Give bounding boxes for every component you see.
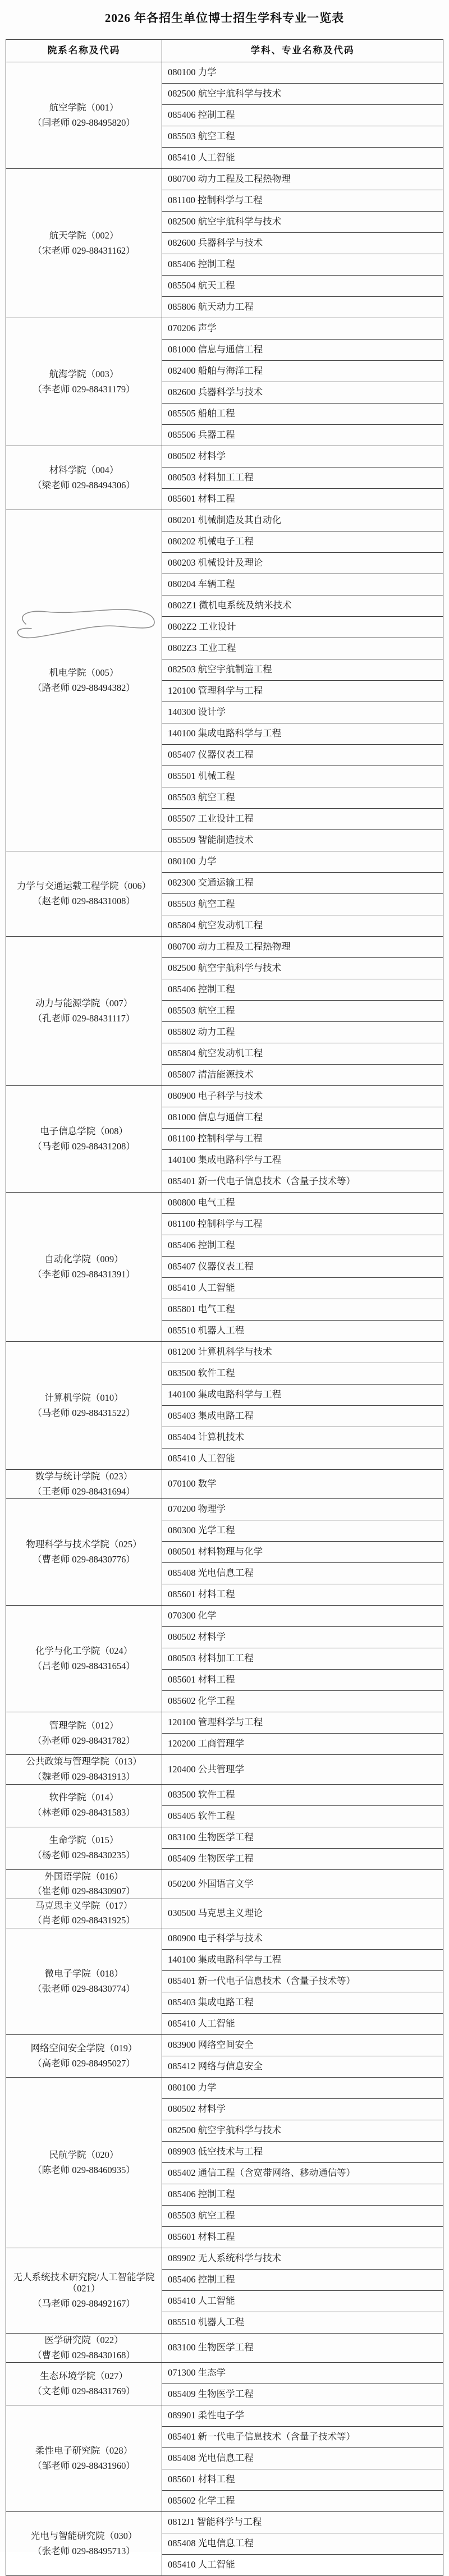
- major-cell: 081100 控制科学与工程: [162, 1214, 443, 1235]
- major-cell: 082503 航空宇航制造工程: [162, 659, 443, 681]
- major-cell: 085501 机械工程: [162, 766, 443, 787]
- major-cell: 089901 柔性电子学: [162, 2405, 443, 2427]
- major-cell: 085806 航天动力工程: [162, 297, 443, 318]
- major-cell: 081000 信息与通信工程: [162, 340, 443, 361]
- table-header-row: [6, 40, 443, 62]
- major-cell: 082600 兵器科学与技术: [162, 233, 443, 254]
- department-contact: （路老师 029-88494382）: [33, 682, 135, 693]
- major-cell: 080900 电子科学与技术: [162, 1928, 443, 1950]
- major-cell: 085401 新一代电子信息技术（含量子技术等）: [162, 2427, 443, 2448]
- major-cell: 085503 航空工程: [162, 126, 443, 148]
- table-row: [6, 2405, 443, 2427]
- department-name: 无人系统技术研究院/人工智能学院（021）: [13, 2271, 155, 2294]
- department-name: 化学与化工学院（024）: [35, 1645, 133, 1657]
- major-cell: 0802Z1 微机电系统及纳米技术: [162, 595, 443, 617]
- major-cell: 085601 材料工程: [162, 1670, 443, 1691]
- major-cell: 080100 力学: [162, 62, 443, 84]
- department-name: 物理科学与技术学院（025）: [26, 1539, 142, 1550]
- major-cell: 070300 化学: [162, 1606, 443, 1627]
- table-row: [6, 2363, 443, 2384]
- table-row: [6, 1712, 443, 1734]
- major-cell: 120200 工商管理学: [162, 1734, 443, 1755]
- major-cell: 085506 兵器工程: [162, 425, 443, 446]
- table-row: [6, 1755, 443, 1784]
- major-cell: 080900 电子科学与技术: [162, 1086, 443, 1107]
- table-row: [6, 1784, 443, 1805]
- department-name: 生命学院（015）: [49, 1835, 119, 1846]
- department-contact: （文老师 029-88431769）: [33, 2385, 135, 2396]
- department-cell: [6, 851, 162, 937]
- department-name: 民航学院（020）: [49, 2149, 119, 2160]
- department-contact: （张老师 029-88430774）: [33, 1983, 135, 1994]
- department-name: 自动化学院（009）: [44, 1253, 123, 1264]
- major-cell: 085402 通信工程（含宽带网络、移动通信等）: [162, 2163, 443, 2184]
- major-cell: 070100 数学: [162, 1470, 443, 1499]
- department-contact: （李老师 029-88431391）: [33, 1268, 135, 1280]
- table-row: [6, 1928, 443, 1950]
- major-cell: 083500 软件工程: [162, 1363, 443, 1385]
- major-cell: 085801 电气工程: [162, 1299, 443, 1321]
- major-cell: 085601 材料工程: [162, 2469, 443, 2491]
- department-cell: [6, 2405, 162, 2512]
- major-cell: 085410 人工智能: [162, 2291, 443, 2312]
- department-name: 柔性电子研究院（028）: [35, 2445, 133, 2456]
- major-cell: 085504 航天工程: [162, 276, 443, 297]
- department-cell: [6, 1342, 162, 1470]
- department-cell: [6, 1784, 162, 1827]
- major-cell: 085410 人工智能: [162, 2555, 443, 2576]
- major-cell: 085510 机器人工程: [162, 1321, 443, 1342]
- column-header-department: 院系名称及代码: [6, 40, 162, 62]
- major-cell: 070206 声学: [162, 318, 443, 340]
- major-cell: 140100 集成电路科学与工程: [162, 1385, 443, 1406]
- table-row: [6, 1869, 443, 1899]
- major-cell: 085804 航空发动机工程: [162, 915, 443, 937]
- department-cell: [6, 1606, 162, 1712]
- major-cell: 085406 控制工程: [162, 1235, 443, 1257]
- major-cell: 082500 航空宇航科学与技术: [162, 958, 443, 979]
- major-cell: 080202 机械电子工程: [162, 531, 443, 553]
- major-cell: 081100 控制科学与工程: [162, 1129, 443, 1150]
- major-cell: 080501 材料物理与化学: [162, 1542, 443, 1563]
- table-row: [6, 1827, 443, 1848]
- major-cell: 085509 智能制造技术: [162, 830, 443, 851]
- major-cell: 085407 仪器仪表工程: [162, 1257, 443, 1278]
- major-cell: 085503 航空工程: [162, 2206, 443, 2227]
- page-title: 2026 年各招生单位博士招生学科专业一览表: [104, 11, 345, 25]
- department-contact: （林老师 029-88431583）: [33, 1807, 135, 1818]
- department-name: 航海学院（003）: [49, 368, 119, 379]
- major-cell: 081000 信息与通信工程: [162, 1107, 443, 1129]
- department-contact: （宋老师 029-88431162）: [33, 245, 135, 256]
- department-contact: （闫老师 029-88495820）: [33, 117, 135, 128]
- major-cell: 085405 软件工程: [162, 1805, 443, 1827]
- department-name: 医学研究院（022）: [44, 2335, 123, 2345]
- major-cell: 080502 材料学: [162, 1627, 443, 1648]
- department-cell: [6, 1193, 162, 1342]
- major-cell: 082500 航空宇航科学与技术: [162, 84, 443, 105]
- major-cell: 120400 公共管理学: [162, 1755, 443, 1784]
- major-cell: 080100 力学: [162, 851, 443, 873]
- major-cell: 085403 集成电路工程: [162, 1406, 443, 1427]
- table-row: [6, 937, 443, 958]
- major-cell: 080300 光学工程: [162, 1520, 443, 1542]
- major-cell: 140300 设计学: [162, 702, 443, 723]
- department-cell: [6, 2035, 162, 2078]
- major-cell: 085602 化学工程: [162, 1691, 443, 1712]
- major-cell: 085505 船舶工程: [162, 404, 443, 425]
- department-contact: （赵老师 029-88431008）: [33, 895, 135, 906]
- department-contact: （崔老师 029-88430907）: [33, 1886, 135, 1897]
- department-cell: [6, 62, 162, 169]
- department-cell: [6, 1928, 162, 2035]
- table-row: [6, 169, 443, 190]
- department-cell: [6, 510, 162, 851]
- table-row: [6, 1899, 443, 1928]
- major-cell: 085601 材料工程: [162, 2227, 443, 2248]
- department-contact: （吕老师 029-88431654）: [33, 1660, 135, 1671]
- department-contact: （马老师 029-88431208）: [33, 1140, 135, 1152]
- major-cell: 080800 电气工程: [162, 1193, 443, 1214]
- table-row: [6, 510, 443, 531]
- department-name: 材料学院（004）: [49, 464, 119, 475]
- major-cell: 071300 生态学: [162, 2363, 443, 2384]
- major-cell: 085408 光电信息工程: [162, 1563, 443, 1584]
- department-cell: [6, 2248, 162, 2334]
- department-name: 公共政策与管理学院（013）: [26, 1756, 142, 1767]
- major-cell: 085601 材料工程: [162, 1584, 443, 1606]
- department-cell: [6, 1755, 162, 1784]
- major-cell: 082600 兵器科学与技术: [162, 382, 443, 404]
- major-cell: 0802Z3 工业工程: [162, 638, 443, 659]
- major-cell: 085406 控制工程: [162, 2184, 443, 2206]
- department-cell: [6, 1899, 162, 1928]
- major-cell: 083100 生物医学工程: [162, 1827, 443, 1848]
- major-cell: 085410 人工智能: [162, 1278, 443, 1299]
- major-cell: 080700 动力工程及工程热物理: [162, 169, 443, 190]
- department-cell: [6, 1086, 162, 1193]
- department-name: 光电与智能研究院（030）: [30, 2531, 138, 2542]
- table-row: [6, 446, 443, 467]
- major-cell: 050200 外国语言文学: [162, 1869, 443, 1899]
- department-cell: [6, 318, 162, 446]
- major-cell: 085408 光电信息工程: [162, 2448, 443, 2469]
- department-name: 航天学院（002）: [49, 230, 119, 241]
- department-contact: （张老师 029-88495713）: [33, 2545, 135, 2556]
- department-name: 计算机学院（010）: [44, 1392, 123, 1403]
- major-cell: 085406 控制工程: [162, 105, 443, 126]
- table-row: [6, 1086, 443, 1107]
- major-cell: 080204 车辆工程: [162, 574, 443, 595]
- department-cell: [6, 1827, 162, 1869]
- major-cell: 085503 航空工程: [162, 1001, 443, 1022]
- department-contact: （李老师 029-88431179）: [33, 383, 135, 395]
- major-cell: 085408 光电信息工程: [162, 2533, 443, 2555]
- table-row: [6, 1342, 443, 1363]
- major-cell: 082400 船舶与海洋工程: [162, 361, 443, 382]
- department-contact: （曹老师 029-88430168）: [33, 2349, 135, 2360]
- major-cell: 085406 控制工程: [162, 2270, 443, 2291]
- programs-table-body: [6, 62, 443, 2576]
- department-cell: [6, 2334, 162, 2363]
- major-cell: 0802Z2 工业设计: [162, 617, 443, 638]
- department-contact: （杨老师 029-88430235）: [33, 1850, 135, 1860]
- major-cell: 085410 人工智能: [162, 2014, 443, 2035]
- major-cell: 082500 航空宇航科学与技术: [162, 212, 443, 233]
- department-contact: （马老师 029-88492167）: [33, 2298, 135, 2309]
- major-cell: 085510 机器人工程: [162, 2312, 443, 2334]
- major-cell: 140100 集成电路科学与工程: [162, 1950, 443, 1971]
- major-cell: 085602 化学工程: [162, 2491, 443, 2512]
- major-cell: 085802 动力工程: [162, 1022, 443, 1043]
- major-cell: 080502 材料学: [162, 446, 443, 467]
- programs-table: [6, 39, 443, 2576]
- major-cell: 085601 材料工程: [162, 489, 443, 510]
- major-cell: 080700 动力工程及工程热物理: [162, 937, 443, 958]
- major-cell: 070200 物理学: [162, 1499, 443, 1520]
- major-cell: 085407 仪器仪表工程: [162, 745, 443, 766]
- major-cell: 083900 网络空间安全: [162, 2035, 443, 2056]
- major-cell: 085410 人工智能: [162, 148, 443, 169]
- department-contact: （肖老师 029-88431925）: [33, 1915, 135, 1926]
- major-cell: 081100 控制科学与工程: [162, 190, 443, 212]
- major-cell: 140100 集成电路科学与工程: [162, 1150, 443, 1171]
- major-cell: 080503 材料加工工程: [162, 467, 443, 489]
- department-name: 管理学院（012）: [49, 1720, 119, 1731]
- major-cell: 085406 控制工程: [162, 254, 443, 276]
- major-cell: 080100 力学: [162, 2078, 443, 2099]
- department-contact: （王老师 029-88431694）: [33, 1486, 135, 1497]
- department-name: 力学与交通运载工程学院（006）: [16, 880, 152, 891]
- department-cell: [6, 1869, 162, 1899]
- department-contact: （陈老师 029-88460935）: [33, 2164, 135, 2175]
- table-row: [6, 1470, 443, 1499]
- department-contact: （梁老师 029-88494306）: [33, 479, 135, 491]
- major-cell: 080503 材料加工工程: [162, 1648, 443, 1670]
- table-row: [6, 2248, 443, 2270]
- department-name: 电子信息学院（008）: [40, 1125, 128, 1136]
- table-row: [6, 1193, 443, 1214]
- department-contact: （邹老师 029-88431960）: [33, 2460, 135, 2471]
- department-cell: [6, 2363, 162, 2405]
- major-cell: 085403 集成电路工程: [162, 1992, 443, 2014]
- department-name: 软件学院（014）: [49, 1792, 119, 1803]
- department-contact: （曹老师 029-88430776）: [33, 1553, 135, 1565]
- department-contact: （马老师 029-88431522）: [33, 1407, 135, 1418]
- major-cell: 080203 机械设计及理论: [162, 553, 443, 574]
- major-cell: 089902 无人系统科学与技术: [162, 2248, 443, 2270]
- major-cell: 085804 航空发动机工程: [162, 1043, 443, 1065]
- department-name: 生态环境学院（027）: [40, 2371, 128, 2382]
- major-cell: 085409 生物医学工程: [162, 2384, 443, 2405]
- major-cell: 085503 航空工程: [162, 787, 443, 809]
- department-contact: （孔老师 029-88431117）: [33, 1012, 135, 1024]
- table-row: [6, 2334, 443, 2363]
- table-row: [6, 2078, 443, 2099]
- column-header-major: 学科、专业名称及代码: [162, 40, 443, 62]
- major-cell: 083500 软件工程: [162, 1784, 443, 1805]
- major-cell: 081200 计算机科学与技术: [162, 1342, 443, 1363]
- major-cell: 120100 管理科学与工程: [162, 681, 443, 702]
- department-name: 航空学院（001）: [49, 102, 119, 113]
- department-name: 网络空间安全学院（019）: [30, 2042, 138, 2054]
- major-cell: 120100 管理科学与工程: [162, 1712, 443, 1734]
- department-name: 数学与统计学院（023）: [35, 1471, 133, 1482]
- department-cell: [6, 1499, 162, 1606]
- major-cell: 030500 马克思主义理论: [162, 1899, 443, 1928]
- major-cell: 083100 生物医学工程: [162, 2334, 443, 2363]
- department-contact: （高老师 029-88495027）: [33, 2057, 135, 2069]
- department-cell: [6, 2512, 162, 2576]
- major-cell: 140100 集成电路科学与工程: [162, 723, 443, 745]
- department-cell: [6, 446, 162, 510]
- major-cell: 085507 工业设计工程: [162, 809, 443, 830]
- department-name: 微电子学院（018）: [44, 1968, 123, 1979]
- department-contact: （孙老师 029-88431782）: [33, 1735, 135, 1746]
- major-cell: 085401 新一代电子信息技术（含量子技术等）: [162, 1171, 443, 1193]
- table-row: [6, 318, 443, 340]
- department-name: 外国语学院（016）: [44, 1871, 123, 1882]
- major-cell: 085412 网络与信息安全: [162, 2056, 443, 2078]
- major-cell: 082300 交通运输工程: [162, 873, 443, 894]
- department-cell: [6, 169, 162, 318]
- department-cell: [6, 2078, 162, 2248]
- department-name: 马克思主义学院（017）: [35, 1900, 133, 1911]
- major-cell: 085404 计算机技术: [162, 1427, 443, 1449]
- major-cell: 080201 机械制造及其自动化: [162, 510, 443, 531]
- department-cell: [6, 1712, 162, 1755]
- major-cell: 080502 材料学: [162, 2099, 443, 2120]
- table-row: [6, 2512, 443, 2533]
- major-cell: 085807 清洁能源技术: [162, 1065, 443, 1086]
- major-cell: 0812J1 智能科学与工程: [162, 2512, 443, 2533]
- department-cell: [6, 937, 162, 1086]
- department-cell: [6, 1470, 162, 1499]
- major-cell: 085406 控制工程: [162, 979, 443, 1001]
- major-cell: 082500 航空宇航科学与技术: [162, 2120, 443, 2142]
- major-cell: 085410 人工智能: [162, 1449, 443, 1470]
- major-cell: 085401 新一代电子信息技术（含量子技术等）: [162, 1971, 443, 1992]
- table-row: [6, 1499, 443, 1520]
- table-row: [6, 62, 443, 84]
- table-row: [6, 2035, 443, 2056]
- department-contact: （魏老师 029-88431913）: [33, 1771, 135, 1782]
- department-name: 动力与能源学院（007）: [35, 997, 133, 1009]
- department-name: 机电学院（005）: [49, 667, 119, 678]
- major-cell: 085409 生物医学工程: [162, 1848, 443, 1869]
- major-cell: 089903 低空技术与工程: [162, 2142, 443, 2163]
- major-cell: 085503 航空工程: [162, 894, 443, 915]
- table-row: [6, 851, 443, 873]
- table-row: [6, 1606, 443, 1627]
